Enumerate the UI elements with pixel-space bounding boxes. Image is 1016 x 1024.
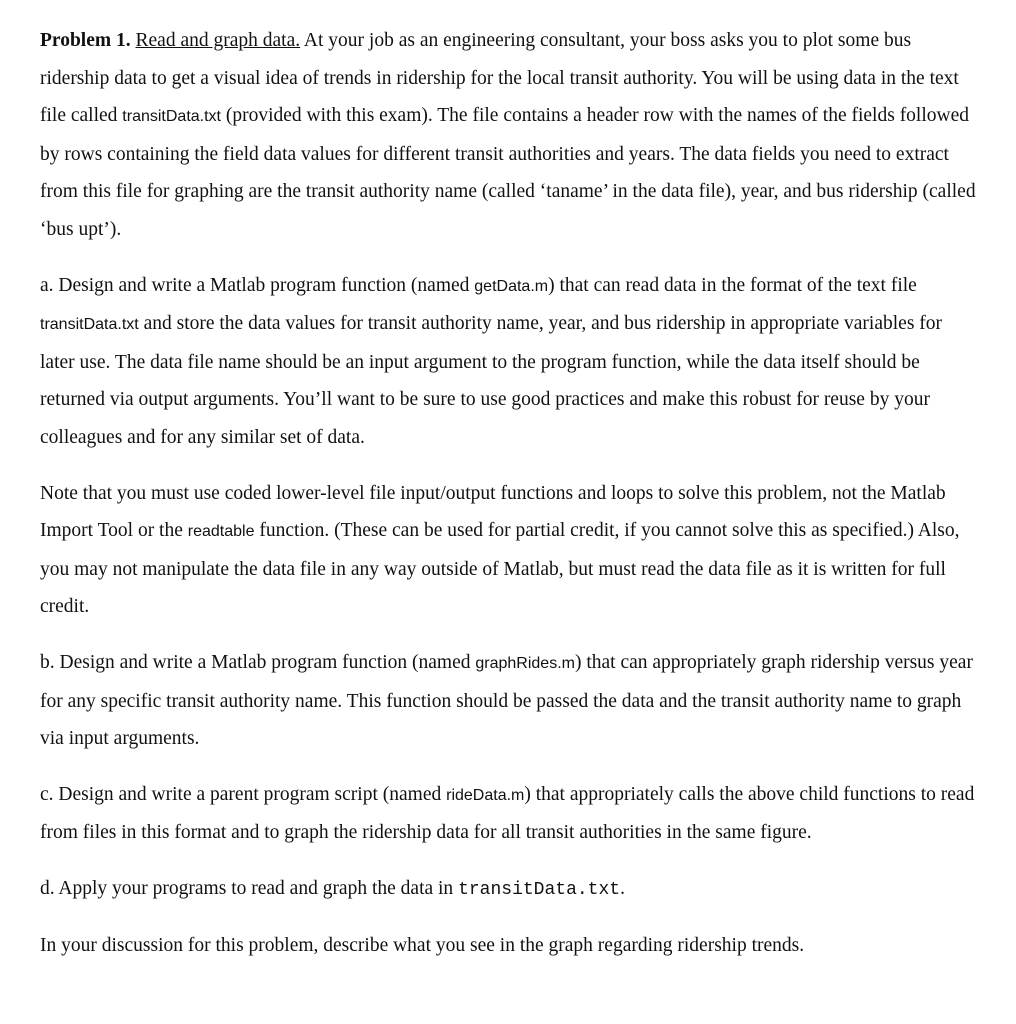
note-text-2: function. (These can be used for partial credit, if you cannot solve this as specified.) Also, you may not manipulate the data file in any way outside of Matlab, but must read the data file as it is written for full credit. bbox=[40, 520, 960, 618]
part-d-text-1: d. Apply your programs to read and graph the data in bbox=[40, 877, 459, 899]
part-b-paragraph bbox=[40, 644, 980, 758]
part-a-filename: transitData.txt bbox=[40, 316, 139, 334]
note-function-name: readtable bbox=[187, 523, 255, 541]
part-b-text-1: b. Design and write a Matlab program function (named bbox=[40, 651, 476, 673]
intro-filename: transitData.txt bbox=[122, 108, 221, 126]
part-a-paragraph bbox=[40, 267, 980, 457]
document-page bbox=[40, 22, 980, 965]
part-d-filename: transitData.txt bbox=[458, 879, 621, 900]
part-a-text-3: and store the data values for transit authority name, year, and bus ridership in appropriate variables for later use. The data file name should be an input argument to the program function, while the data itself should be returned via output arguments. You’ll want to be sure to use good practices and make this robust for reuse by your colleagues and for any similar set of data. bbox=[40, 313, 943, 448]
part-d-paragraph bbox=[40, 870, 980, 910]
discussion-paragraph: In your discussion for this problem, describe what you see in the graph regarding ridership trends. bbox=[40, 935, 805, 957]
problem-title: Problem 1. bbox=[40, 30, 131, 51]
part-c-function-name: rideData.m bbox=[446, 786, 525, 804]
part-a-text-2: ) that can read data in the format of the text file bbox=[548, 274, 917, 296]
intro-text-2: (provided with this exam). The file contains a header row with the names of the fields followed by rows containing the field data values for different transit authorities and years. The data fields you need to extract from this file for graphing are the transit authority name (called ‘taname’ in the data file), year, and bus ridership (called ‘bus upt’). bbox=[40, 105, 976, 240]
part-b-text-2: ) that can appropriately graph ridership versus year for any specific transit authority name. This function should be passed the data and the transit authority name to graph via input arguments. bbox=[40, 651, 973, 750]
part-c-paragraph bbox=[40, 776, 980, 852]
intro-text-1: At your job as an engineering consultant, your boss asks you to plot some bus ridership data to get a visual idea of trends in ridership for the local transit authority. You will be using data in the text file called bbox=[40, 30, 959, 127]
part-d-text-2: . bbox=[620, 877, 625, 899]
part-a-function-name: getData.m bbox=[474, 277, 549, 295]
problem-intro-paragraph bbox=[40, 22, 980, 249]
note-paragraph bbox=[40, 475, 980, 626]
note-text-1: Note that you must use coded lower-level file input/output functions and loops to solve this problem, not the Matlab Import Tool or the bbox=[40, 482, 946, 542]
part-a-text-1: a. Design and write a Matlab program function (named bbox=[40, 274, 475, 296]
part-b-function-name: graphRides.m bbox=[475, 654, 575, 672]
part-c-text-2: ) that appropriately calls the above child functions to read from files in this format and to graph the ridership data for all transit authorities in the same figure. bbox=[40, 783, 975, 844]
part-c-text-1: c. Design and write a parent program script (named bbox=[40, 783, 447, 805]
problem-subtitle: Read and graph data. bbox=[135, 30, 301, 51]
